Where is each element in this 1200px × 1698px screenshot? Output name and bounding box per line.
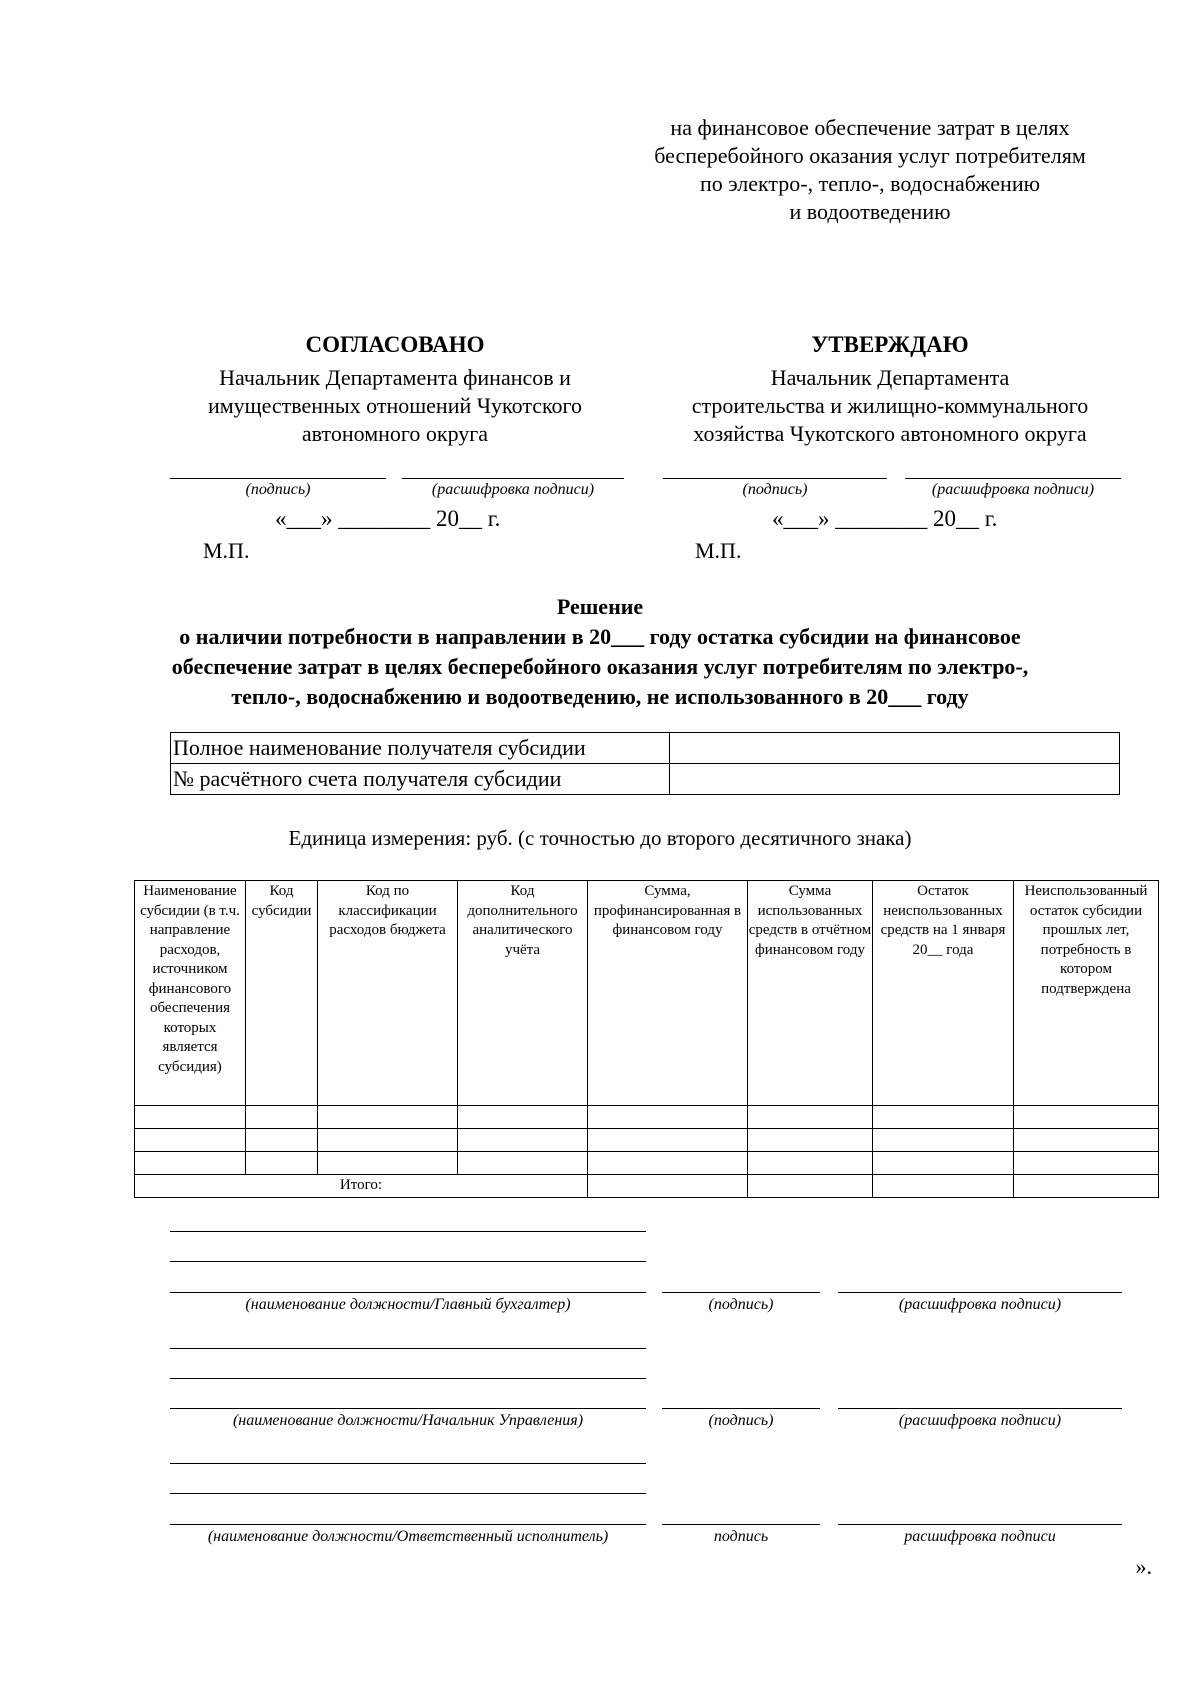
table-cell[interactable] xyxy=(873,1129,1014,1152)
table-cell[interactable] xyxy=(458,1106,588,1129)
recipient-row xyxy=(171,733,1120,764)
unit-line: Единица измерения: руб. (с точностью до второго десятичного знака) xyxy=(288,826,912,850)
table-cell[interactable] xyxy=(588,1175,748,1198)
col-header-subsidy-code: Код субсидии xyxy=(246,881,318,1106)
position-caption: (наименование должности/Главный бухгалтер) xyxy=(245,1296,571,1313)
table-cell[interactable] xyxy=(588,1152,748,1175)
table-cell[interactable] xyxy=(318,1106,458,1129)
table-cell[interactable] xyxy=(318,1152,458,1175)
approval-right-decode-line xyxy=(905,478,1121,479)
table-cell[interactable] xyxy=(748,1152,873,1175)
position-line xyxy=(170,1408,646,1409)
table-cell[interactable] xyxy=(1014,1106,1159,1129)
closing-quote: ». xyxy=(1135,1554,1152,1579)
col-header-budget-code: Код по классификации расходов бюджета xyxy=(318,881,458,1106)
decode-line xyxy=(838,1408,1122,1409)
table-cell[interactable] xyxy=(873,1106,1014,1129)
col-header-analytic-code: Код дополнительного аналитического учёта xyxy=(458,881,588,1106)
position-line xyxy=(170,1463,646,1464)
table-header-row xyxy=(135,881,1159,1106)
approval-left-sign-caption: (подпись) xyxy=(245,481,311,498)
decode-caption: (расшифровка подписи) xyxy=(898,1296,1062,1313)
approval-right-date: «___» ________ 20__ г. xyxy=(772,506,998,531)
approval-left-title: СОГЛАСОВАНО xyxy=(305,332,485,357)
subsidy-table xyxy=(134,880,1159,1198)
recipient-label: № расчётного счета получателя субсидии xyxy=(171,764,670,795)
approval-left-stamp: М.П. xyxy=(203,538,250,563)
col-header-financed-sum: Сумма, профинансированная в финансовом году xyxy=(588,881,748,1106)
position-line xyxy=(170,1378,646,1379)
header-line: по электро-, тепло-, водоснабжению xyxy=(699,171,1041,196)
table-cell[interactable] xyxy=(246,1106,318,1129)
decision-line: тепло-, водоснабжению и водоотведению, не использованного в 20___ году xyxy=(231,684,969,709)
header-line: бесперебойного оказания услуг потребителям xyxy=(654,143,1086,168)
table-cell[interactable] xyxy=(318,1129,458,1152)
approval-left-sign-line xyxy=(170,478,386,479)
position-line xyxy=(170,1292,646,1293)
approval-left-date: «___» ________ 20__ г. xyxy=(275,506,501,531)
recipient-value-field[interactable] xyxy=(670,764,1120,795)
decision-line: обеспечение затрат в целях бесперебойного оказания услуг потребителям по электро-, xyxy=(171,654,1029,679)
header-line: и водоотведению xyxy=(789,199,951,224)
table-cell[interactable] xyxy=(748,1175,873,1198)
col-header-subsidy-name: Наименование субсидии (в т.ч. направление расходов, источником финансового обеспечения которых является субсидия) xyxy=(135,881,246,1106)
col-header-unused-prior: Неиспользованный остаток субсидии прошлых лет, потребность в котором подтверждена xyxy=(1014,881,1159,1106)
position-caption: (наименование должности/Ответственный исполнитель) xyxy=(207,1528,609,1545)
decode-caption: (расшифровка подписи) xyxy=(898,1412,1062,1429)
table-cell[interactable] xyxy=(246,1129,318,1152)
sign-caption: (подпись) xyxy=(708,1296,774,1313)
position-line xyxy=(170,1348,646,1349)
total-label: Итого: xyxy=(135,1175,588,1198)
table-cell[interactable] xyxy=(135,1129,246,1152)
approval-right-body xyxy=(660,364,1120,448)
table-cell[interactable] xyxy=(748,1106,873,1129)
decision-line: о наличии потребности в направлении в 20___ году остатка субсидии на финансовое xyxy=(179,624,1021,649)
table-cell[interactable] xyxy=(458,1152,588,1175)
table-cell[interactable] xyxy=(1014,1175,1159,1198)
table-cell[interactable] xyxy=(588,1129,748,1152)
recipient-row xyxy=(171,764,1120,795)
header-line: на финансовое обеспечение затрат в целях xyxy=(670,115,1070,140)
table-cell[interactable] xyxy=(458,1129,588,1152)
decision-title-block xyxy=(150,592,1050,712)
approval-left-decode-line xyxy=(402,478,624,479)
header-block xyxy=(610,114,1130,226)
table-total-row xyxy=(135,1175,1159,1198)
table-cell[interactable] xyxy=(588,1106,748,1129)
approval-left-line: автономного округа xyxy=(301,421,489,446)
table-cell[interactable] xyxy=(1014,1152,1159,1175)
position-line xyxy=(170,1524,646,1525)
approval-right-stamp: М.П. xyxy=(695,538,742,563)
position-line xyxy=(170,1493,646,1494)
decode-caption: расшифровка подписи xyxy=(904,1528,1056,1545)
table-cell[interactable] xyxy=(873,1175,1014,1198)
decode-line xyxy=(838,1524,1122,1525)
table-cell[interactable] xyxy=(135,1106,246,1129)
approval-left-line: имущественных отношений Чукотского xyxy=(207,393,583,418)
position-caption: (наименование должности/Начальник Управления) xyxy=(232,1412,584,1429)
table-cell[interactable] xyxy=(748,1129,873,1152)
decode-line xyxy=(838,1292,1122,1293)
table-row xyxy=(135,1106,1159,1129)
recipient-value-field[interactable] xyxy=(670,733,1120,764)
approval-left-line: Начальник Департамента финансов и xyxy=(219,365,571,390)
sign-line xyxy=(662,1292,820,1293)
table-cell[interactable] xyxy=(873,1152,1014,1175)
approval-right-title: УТВЕРЖДАЮ xyxy=(811,332,969,357)
sign-line xyxy=(662,1524,820,1525)
sign-line xyxy=(662,1408,820,1409)
approval-right-line: Начальник Департамента xyxy=(770,365,1010,390)
table-cell[interactable] xyxy=(246,1152,318,1175)
col-header-used-sum: Сумма использованных средств в отчётном финансовом году xyxy=(748,881,873,1106)
recipient-table xyxy=(170,732,1120,795)
approval-right-sign-line xyxy=(663,478,887,479)
approval-left-decode-caption: (расшифровка подписи) xyxy=(431,481,595,498)
sign-caption: подпись xyxy=(713,1528,769,1545)
decision-title: Решение xyxy=(556,594,644,619)
approval-right-decode-caption: (расшифровка подписи) xyxy=(931,481,1095,498)
table-cell[interactable] xyxy=(135,1152,246,1175)
col-header-remaining: Остаток неиспользованных средств на 1 января 20__ года xyxy=(873,881,1014,1106)
approval-right-line: строительства и жилищно-коммунального xyxy=(691,393,1089,418)
position-line xyxy=(170,1231,646,1232)
approval-right-sign-caption: (подпись) xyxy=(742,481,808,498)
recipient-label: Полное наименование получателя субсидии xyxy=(171,733,670,764)
approval-right-line: хозяйства Чукотского автономного округа xyxy=(693,421,1087,446)
approval-left-body xyxy=(170,364,620,448)
sign-caption: (подпись) xyxy=(708,1412,774,1429)
position-line xyxy=(170,1261,646,1262)
table-row xyxy=(135,1129,1159,1152)
table-row xyxy=(135,1152,1159,1175)
table-cell[interactable] xyxy=(1014,1129,1159,1152)
